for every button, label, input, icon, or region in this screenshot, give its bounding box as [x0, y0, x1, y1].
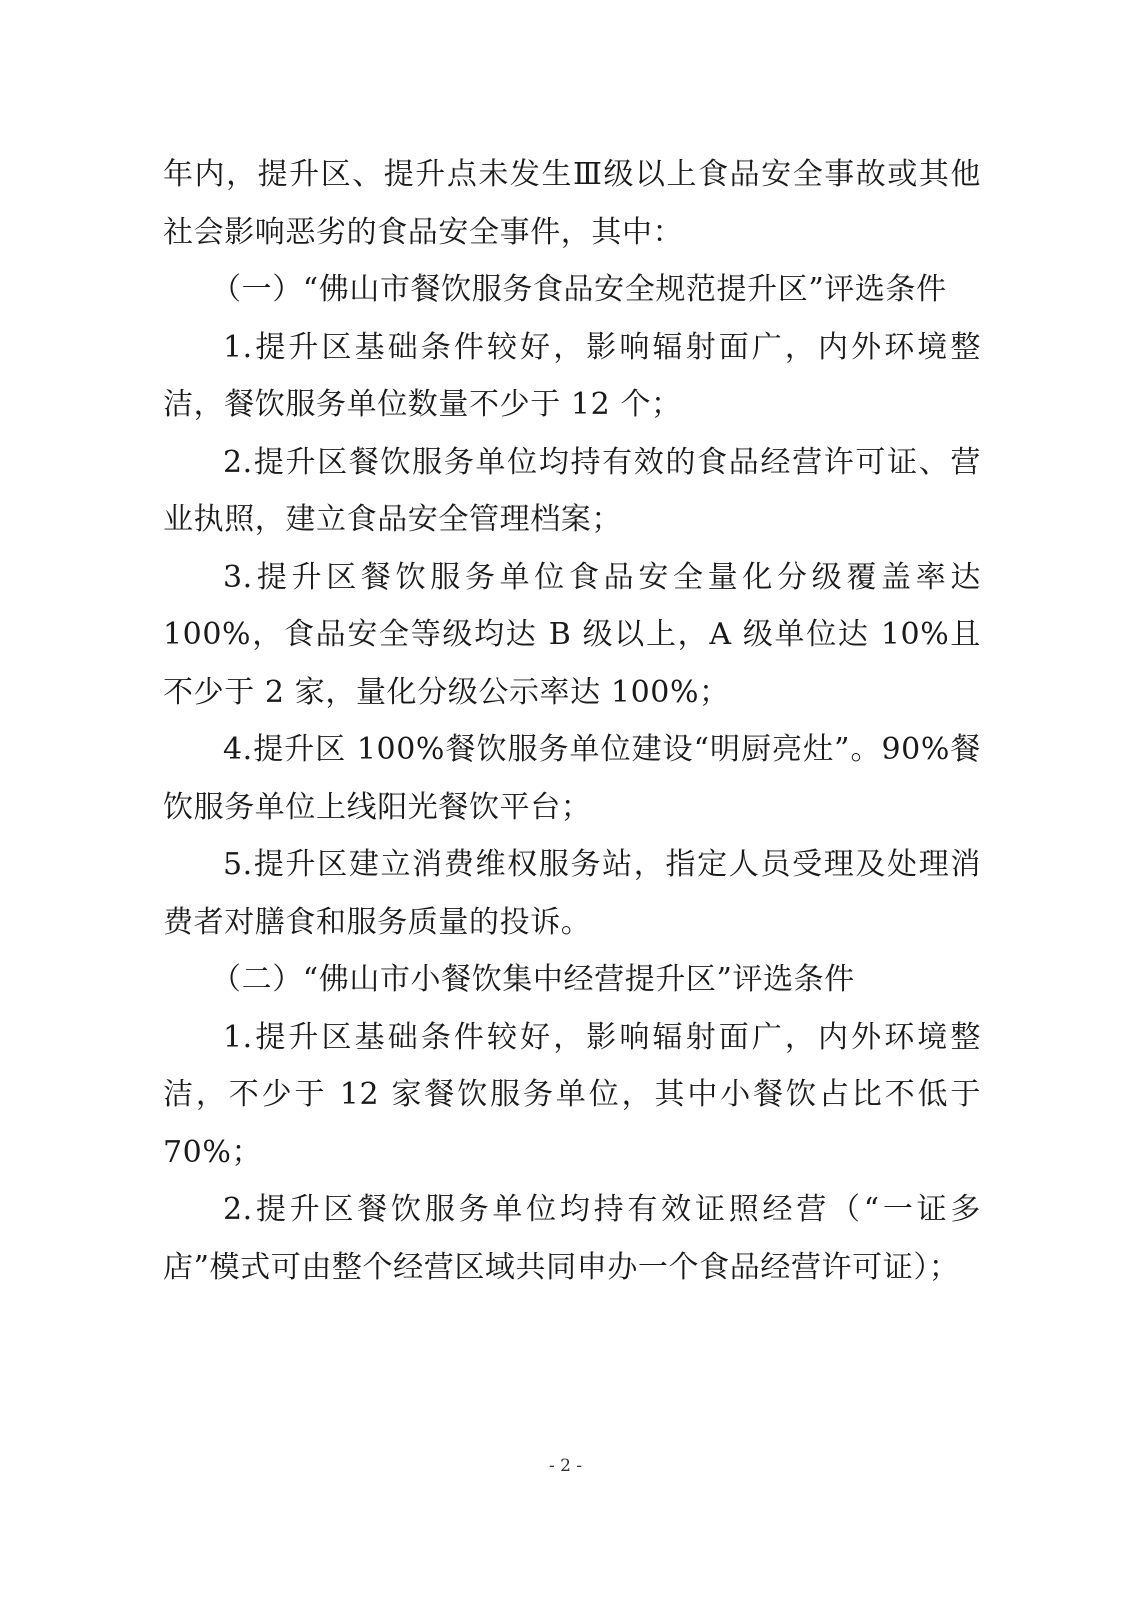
section1-item-3: 3.提升区餐饮服务单位食品安全量化分级覆盖率达 100%，食品安全等级均达 B 级以上，A 级单位达 10%且不少于 2 家，量化分级公示率达 100%； — [163, 559, 981, 710]
section1-item-1: 1.提升区基础条件较好，影响辐射面广，内外环境整洁，餐饮服务单位数量不少于 12 个； — [163, 329, 981, 422]
section1-item-4: 4.提升区 100%餐饮服务单位建设“明厨亮灶”。90%餐饮服务单位上线阳光餐饮平台； — [163, 732, 981, 825]
section2-item-2: 2.提升区餐饮服务单位均持有效证照经营（“一证多店”模式可由整个经营区域共同申办一个食品经营许可证）； — [163, 1192, 981, 1285]
section-heading-2: （二）“佛山市小餐饮集中经营提升区”评选条件 — [211, 962, 855, 997]
section1-item-2: 2.提升区餐饮服务单位均持有效的食品经营许可证、营业执照，建立食品安全管理档案； — [163, 444, 981, 537]
page-number: - 2 - — [548, 1456, 583, 1476]
section1-item-5: 5.提升区建立消费维权服务站，指定人员受理及处理消费者对膳食和服务质量的投诉。 — [163, 847, 981, 940]
section2-item-1: 1.提升区基础条件较好，影响辐射面广，内外环境整洁，不少于 12 家餐饮服务单位，其中小餐饮占比不低于 70%； — [163, 1019, 981, 1170]
paragraph-continuation: 年内，提升区、提升点未发生Ⅲ级以上食品安全事故或其他社会影响恶劣的食品安全事件，其中： — [163, 157, 981, 250]
section-heading-1: （一）“佛山市餐饮服务食品安全规范提升区”评选条件 — [211, 272, 947, 307]
body-text — [163, 146, 981, 1296]
